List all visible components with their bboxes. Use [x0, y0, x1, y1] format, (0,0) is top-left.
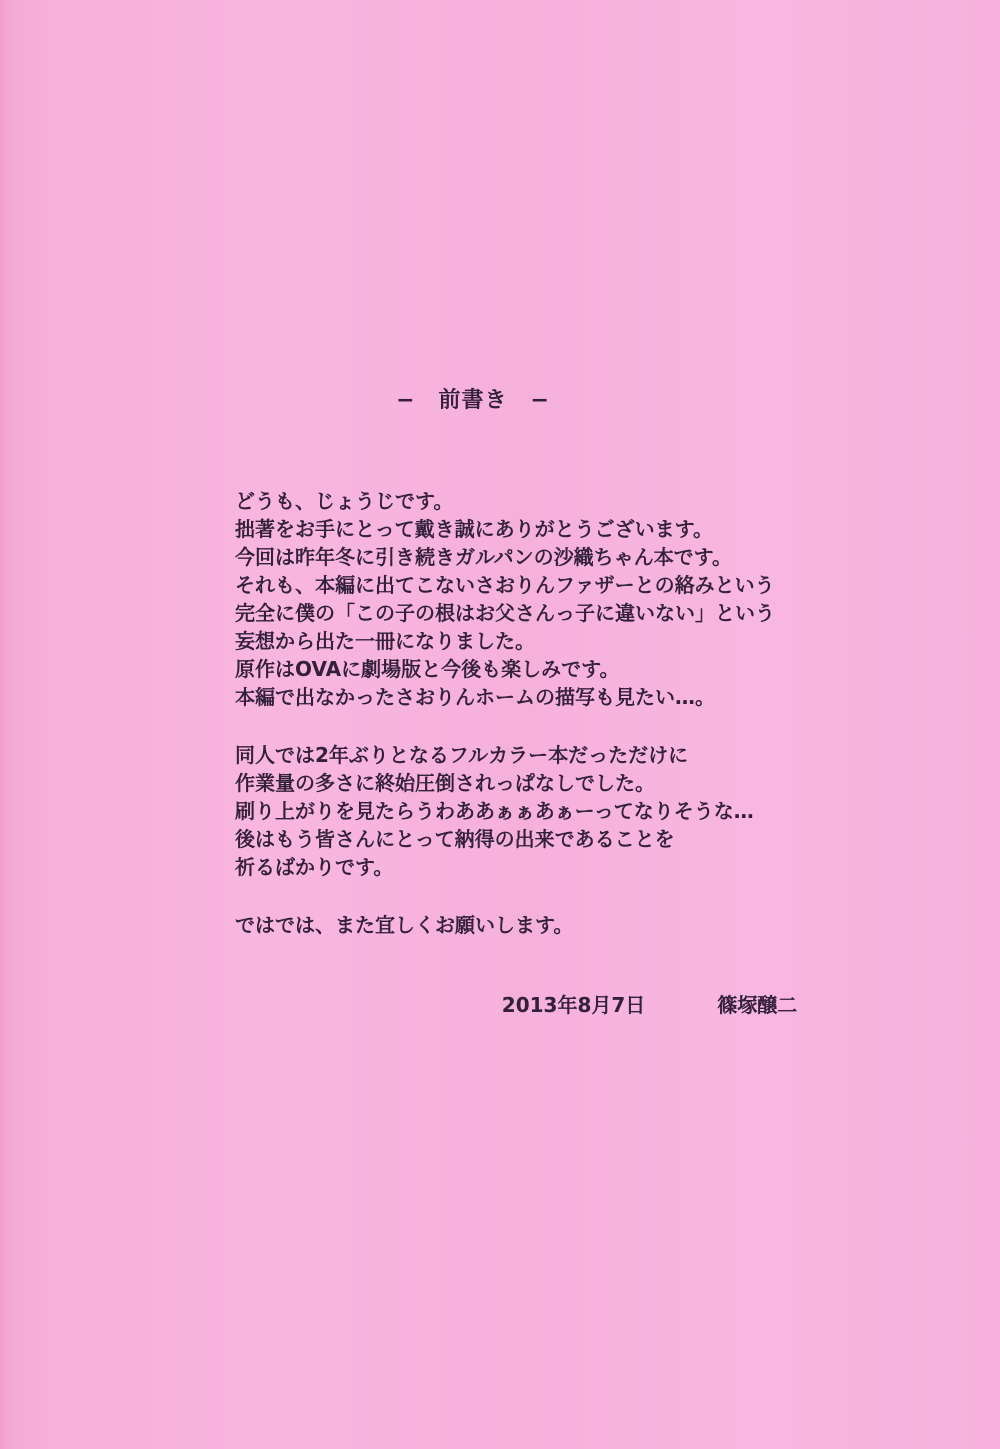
- page-title: − 前書き −: [396, 388, 550, 413]
- foreword-line: 作業量の多さに終始圧倒されっぱなしでした。: [235, 771, 655, 795]
- foreword-line: 同人では2年ぶりとなるフルカラー本だっただけに: [235, 743, 689, 767]
- foreword-body: [235, 487, 855, 1047]
- signoff-line: [235, 963, 855, 1047]
- paragraph-production-notes: [235, 741, 855, 881]
- foreword-line: 本編で出なかったさおりんホームの描写も見たい…。: [235, 685, 715, 709]
- foreword-line: それも、本編に出てこないさおりんファザーとの絡みという: [235, 573, 775, 597]
- foreword-line: 今回は昨年冬に引き続きガルパンの沙織ちゃん本です。: [235, 545, 732, 569]
- foreword-line: 完全に僕の「この子の根はお父さんっ子に違いない」という: [235, 601, 775, 625]
- foreword-line: どうも、じょうじです。: [235, 489, 454, 513]
- paragraph-closing: [235, 911, 855, 939]
- foreword-line: 後はもう皆さんにとって納得の出来であることを: [235, 827, 675, 851]
- foreword-line: 祈るばかりです。: [235, 855, 394, 879]
- foreword-line: 刷り上がりを見たらうわああぁぁあぁーってなりそうな…: [235, 799, 754, 823]
- foreword-line: ではでは、また宜しくお願いします。: [235, 913, 574, 937]
- foreword-line: 拙著をお手にとって戴き誠にありがとうございます。: [235, 517, 713, 541]
- signoff-date: 2013年8月7日: [501, 993, 646, 1017]
- paragraph-greeting: [235, 487, 855, 711]
- foreword-line: 妄想から出た一冊になりました。: [235, 629, 535, 653]
- signoff-author: 篠塚醸二: [717, 993, 798, 1017]
- foreword-line: 原作はOVAに劇場版と今後も楽しみです。: [235, 657, 620, 681]
